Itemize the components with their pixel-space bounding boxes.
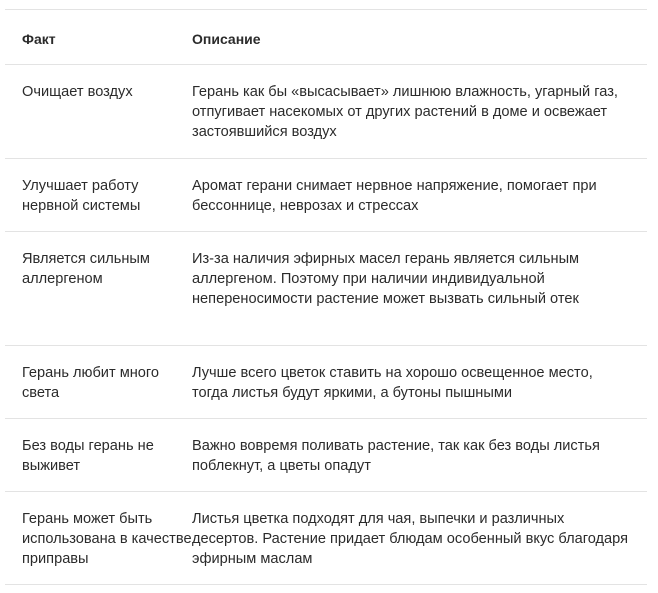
table-row bbox=[5, 158, 647, 231]
header-fact: Факт bbox=[22, 31, 56, 47]
description-cell: Листья цветка подходят для чая, выпечки и различных десертов. Растение придает блюдам особенный вкус благодаря эфирным маслам bbox=[192, 511, 628, 567]
fact-cell: Улучшает работу нервной системы bbox=[22, 178, 141, 214]
fact-cell: Является сильным аллергеном bbox=[22, 251, 150, 287]
fact-cell: Герань может быть использована в качестве приправы bbox=[22, 511, 192, 567]
fact-cell: Очищает воздух bbox=[22, 84, 133, 100]
table-row bbox=[5, 231, 647, 345]
fact-cell: Без воды герань не выживет bbox=[22, 438, 154, 474]
facts-table bbox=[5, 9, 647, 585]
header-description: Описание bbox=[192, 31, 261, 47]
fact-cell: Герань любит много света bbox=[22, 365, 160, 401]
description-cell: Герань как бы «высасывает» лишнюю влажность, угарный газ, отпугивает насекомых от других растений в доме и освежает застоявшийся воздух bbox=[192, 84, 618, 140]
description-cell: Лучше всего цветок ставить на хорошо освещенное место, тогда листья будут яркими, а бутоны пышными bbox=[192, 365, 593, 401]
table-header-row bbox=[5, 9, 647, 64]
description-cell: Аромат герани снимает нервное напряжение, помогает при бессоннице, неврозах и стрессах bbox=[192, 178, 597, 214]
table-row bbox=[5, 491, 647, 585]
table-row bbox=[5, 418, 647, 491]
description-cell: Из-за наличия эфирных масел герань является сильным аллергеном. Поэтому при наличии индивидуальной непереносимости растение может вызвать сильный отек bbox=[192, 251, 580, 307]
table-row bbox=[5, 64, 647, 158]
description-cell: Важно вовремя поливать растение, так как без воды листья поблекнут, а цветы опадут bbox=[192, 438, 600, 474]
table-row bbox=[5, 345, 647, 418]
